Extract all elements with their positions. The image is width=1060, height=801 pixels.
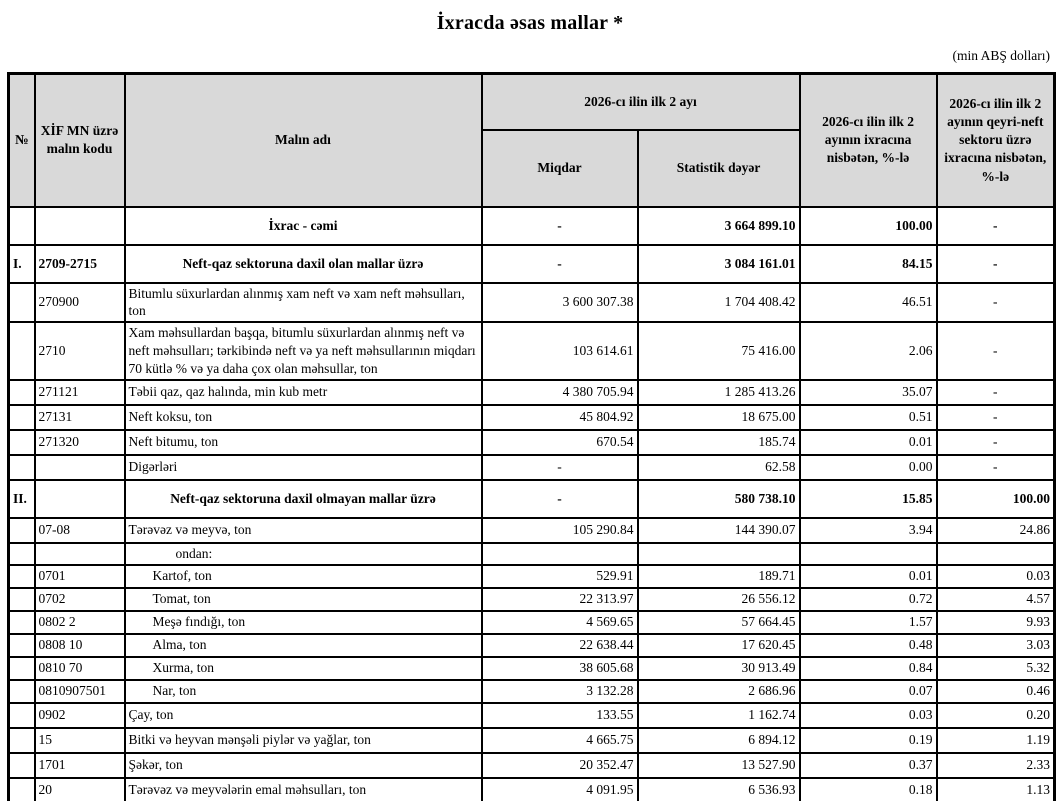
table-row [9, 207, 1055, 245]
cell-qty: 20 352.47 [482, 753, 638, 778]
cell-name: Tərəvəz və meyvə, ton [125, 518, 482, 543]
page-title: İxracda əsas mallar * [436, 12, 624, 34]
table-row [9, 778, 1055, 801]
cell-value: 580 738.10 [638, 480, 800, 518]
cell-no: II. [9, 480, 35, 518]
cell-qty: 3 132.28 [482, 680, 638, 703]
table-row [9, 518, 1055, 543]
cell-name: Bitumlu süxurlardan alınmış xam neft və xam neft məhsulları, ton [125, 283, 482, 323]
cell-qty: 22 638.44 [482, 634, 638, 657]
cell-share: 0.84 [800, 657, 937, 680]
cell-name: İxrac - cəmi [125, 207, 482, 245]
cell-nonoil: - [937, 207, 1055, 245]
cell-nonoil: 5.32 [937, 657, 1055, 680]
table-body [9, 207, 1055, 801]
table-row [9, 380, 1055, 405]
table-row [9, 728, 1055, 753]
cell-value: 18 675.00 [638, 405, 800, 430]
cell-no [9, 565, 35, 588]
cell-code: 270900 [35, 283, 125, 323]
cell-name: Neft koksu, ton [125, 405, 482, 430]
table-row [9, 657, 1055, 680]
cell-code: 0808 10 [35, 634, 125, 657]
cell-no [9, 728, 35, 753]
cell-share: 1.57 [800, 611, 937, 634]
cell-code: 0702 [35, 588, 125, 611]
cell-no [9, 657, 35, 680]
header-stat-value: Statistik dəyər [638, 130, 800, 207]
cell-share: 0.07 [800, 680, 937, 703]
cell-nonoil: 2.33 [937, 753, 1055, 778]
cell-no [9, 455, 35, 480]
cell-share: 0.01 [800, 430, 937, 455]
cell-qty: - [482, 245, 638, 283]
cell-value: 3 664 899.10 [638, 207, 800, 245]
cell-no [9, 380, 35, 405]
cell-code: 1701 [35, 753, 125, 778]
table-row [9, 565, 1055, 588]
cell-code: 2710 [35, 322, 125, 379]
cell-name: Tərəvəz və meyvələrin emal məhsulları, ton [125, 778, 482, 801]
table-row [9, 634, 1055, 657]
cell-code: 20 [35, 778, 125, 801]
cell-qty: 103 614.61 [482, 322, 638, 379]
cell-share: 2.06 [800, 322, 937, 379]
cell-nonoil: 0.20 [937, 703, 1055, 728]
cell-no [9, 753, 35, 778]
table-row [9, 588, 1055, 611]
cell-share: 0.48 [800, 634, 937, 657]
cell-name: Nar, ton [125, 680, 482, 703]
unit-note: (min ABŞ dolları) [952, 48, 1050, 63]
cell-name: Neft-qaz sektoruna daxil olmayan mallar üzrə [125, 480, 482, 518]
cell-code [35, 455, 125, 480]
cell-nonoil: - [937, 430, 1055, 455]
table-row [9, 753, 1055, 778]
header-period-group: 2026-cı ilin ilk 2 ayı [482, 74, 800, 130]
table-row [9, 405, 1055, 430]
cell-name: Neft bitumu, ton [125, 430, 482, 455]
cell-value: 62.58 [638, 455, 800, 480]
cell-share: 0.19 [800, 728, 937, 753]
table-row [9, 322, 1055, 379]
cell-name: Meşə fındığı, ton [125, 611, 482, 634]
cell-no [9, 283, 35, 323]
cell-share: 100.00 [800, 207, 937, 245]
cell-nonoil: - [937, 283, 1055, 323]
cell-name: Xam məhsullardan başqa, bitumlu süxurlardan alınmış neft və neft məhsulları; tərkibində neft və ya neft məhsullarının miqdarı 70 kütlə % və ya daha çox olan məhsullar, ton [125, 322, 482, 379]
cell-nonoil: 0.46 [937, 680, 1055, 703]
cell-nonoil: - [937, 405, 1055, 430]
cell-qty: 3 600 307.38 [482, 283, 638, 323]
cell-value: 13 527.90 [638, 753, 800, 778]
table-row [9, 543, 1055, 565]
table-row [9, 283, 1055, 323]
cell-value: 75 416.00 [638, 322, 800, 379]
cell-name: Alma, ton [125, 634, 482, 657]
cell-share: 0.01 [800, 565, 937, 588]
cell-value: 6 894.12 [638, 728, 800, 753]
cell-code: 07-08 [35, 518, 125, 543]
cell-name: Neft-qaz sektoruna daxil olan mallar üzrə [125, 245, 482, 283]
table-row [9, 430, 1055, 455]
cell-nonoil: 0.03 [937, 565, 1055, 588]
cell-name: Bitki və heyvan mənşəli piylər və yağlar, ton [125, 728, 482, 753]
cell-code [35, 543, 125, 565]
cell-value: 144 390.07 [638, 518, 800, 543]
cell-nonoil: 4.57 [937, 588, 1055, 611]
cell-code: 15 [35, 728, 125, 753]
cell-name: ondan: [125, 543, 482, 565]
cell-no [9, 588, 35, 611]
cell-qty: - [482, 455, 638, 480]
table-row [9, 245, 1055, 283]
cell-qty: 4 091.95 [482, 778, 638, 801]
cell-nonoil: 100.00 [937, 480, 1055, 518]
cell-value: 2 686.96 [638, 680, 800, 703]
cell-share: 0.72 [800, 588, 937, 611]
cell-nonoil: 1.19 [937, 728, 1055, 753]
cell-share: 0.18 [800, 778, 937, 801]
cell-share: 35.07 [800, 380, 937, 405]
cell-name: Şəkər, ton [125, 753, 482, 778]
cell-nonoil: - [937, 455, 1055, 480]
cell-share: 3.94 [800, 518, 937, 543]
cell-qty: - [482, 480, 638, 518]
cell-no [9, 518, 35, 543]
cell-qty: 38 605.68 [482, 657, 638, 680]
cell-nonoil: - [937, 380, 1055, 405]
cell-name: Təbii qaz, qaz halında, min kub metr [125, 380, 482, 405]
cell-nonoil: 3.03 [937, 634, 1055, 657]
cell-value: 17 620.45 [638, 634, 800, 657]
cell-no [9, 611, 35, 634]
cell-nonoil: 9.93 [937, 611, 1055, 634]
cell-no [9, 405, 35, 430]
cell-no [9, 703, 35, 728]
cell-value: 30 913.49 [638, 657, 800, 680]
header-share-nonoil: 2026-cı ilin ilk 2 ayının qeyri-neft sektoru üzrə ixracına nisbətən, %-lə [937, 74, 1055, 207]
cell-code: 0802 2 [35, 611, 125, 634]
header-no: № [9, 74, 35, 207]
cell-qty: 105 290.84 [482, 518, 638, 543]
cell-qty: 4 665.75 [482, 728, 638, 753]
cell-qty: 670.54 [482, 430, 638, 455]
cell-value [638, 543, 800, 565]
cell-qty [482, 543, 638, 565]
cell-code: 27131 [35, 405, 125, 430]
cell-name: Kartof, ton [125, 565, 482, 588]
cell-share: 0.03 [800, 703, 937, 728]
cell-share: 0.51 [800, 405, 937, 430]
cell-value: 1 285 413.26 [638, 380, 800, 405]
cell-qty: 4 569.65 [482, 611, 638, 634]
cell-code: 271121 [35, 380, 125, 405]
table-row [9, 455, 1055, 480]
cell-nonoil: 1.13 [937, 778, 1055, 801]
cell-share: 0.37 [800, 753, 937, 778]
table-row [9, 480, 1055, 518]
cell-name: Çay, ton [125, 703, 482, 728]
cell-no [9, 543, 35, 565]
cell-share [800, 543, 937, 565]
header-code: XİF MN üzrə malın kodu [35, 74, 125, 207]
cell-qty: 22 313.97 [482, 588, 638, 611]
cell-code: 0810 70 [35, 657, 125, 680]
cell-value: 26 556.12 [638, 588, 800, 611]
cell-name: Tomat, ton [125, 588, 482, 611]
cell-no [9, 430, 35, 455]
cell-name: Xurma, ton [125, 657, 482, 680]
cell-share: 84.15 [800, 245, 937, 283]
cell-no [9, 322, 35, 379]
cell-qty: 133.55 [482, 703, 638, 728]
cell-qty: 4 380 705.94 [482, 380, 638, 405]
cell-value: 1 704 408.42 [638, 283, 800, 323]
cell-qty: 529.91 [482, 565, 638, 588]
cell-share: 0.00 [800, 455, 937, 480]
table-row [9, 680, 1055, 703]
exports-table [7, 72, 1056, 801]
header-row-top [9, 74, 1055, 130]
cell-code: 2709-2715 [35, 245, 125, 283]
cell-qty: - [482, 207, 638, 245]
cell-code: 0701 [35, 565, 125, 588]
cell-no [9, 207, 35, 245]
cell-nonoil: - [937, 245, 1055, 283]
cell-qty: 45 804.92 [482, 405, 638, 430]
cell-code [35, 207, 125, 245]
cell-nonoil: 24.86 [937, 518, 1055, 543]
cell-name: Digərləri [125, 455, 482, 480]
cell-code: 0902 [35, 703, 125, 728]
cell-nonoil: - [937, 322, 1055, 379]
cell-value: 3 084 161.01 [638, 245, 800, 283]
cell-share: 15.85 [800, 480, 937, 518]
cell-code: 271320 [35, 430, 125, 455]
cell-share: 46.51 [800, 283, 937, 323]
cell-no [9, 634, 35, 657]
table-row [9, 611, 1055, 634]
cell-value: 6 536.93 [638, 778, 800, 801]
cell-value: 57 664.45 [638, 611, 800, 634]
cell-nonoil [937, 543, 1055, 565]
cell-code [35, 480, 125, 518]
cell-code: 0810907501 [35, 680, 125, 703]
header-quantity: Miqdar [482, 130, 638, 207]
cell-no [9, 778, 35, 801]
cell-no [9, 680, 35, 703]
table-row [9, 703, 1055, 728]
cell-value: 189.71 [638, 565, 800, 588]
header-name: Malın adı [125, 74, 482, 207]
cell-value: 1 162.74 [638, 703, 800, 728]
cell-no: I. [9, 245, 35, 283]
table-header [9, 74, 1055, 207]
header-share-total: 2026-cı ilin ilk 2 ayının ixracına nisbətən, %-lə [800, 74, 937, 207]
cell-value: 185.74 [638, 430, 800, 455]
